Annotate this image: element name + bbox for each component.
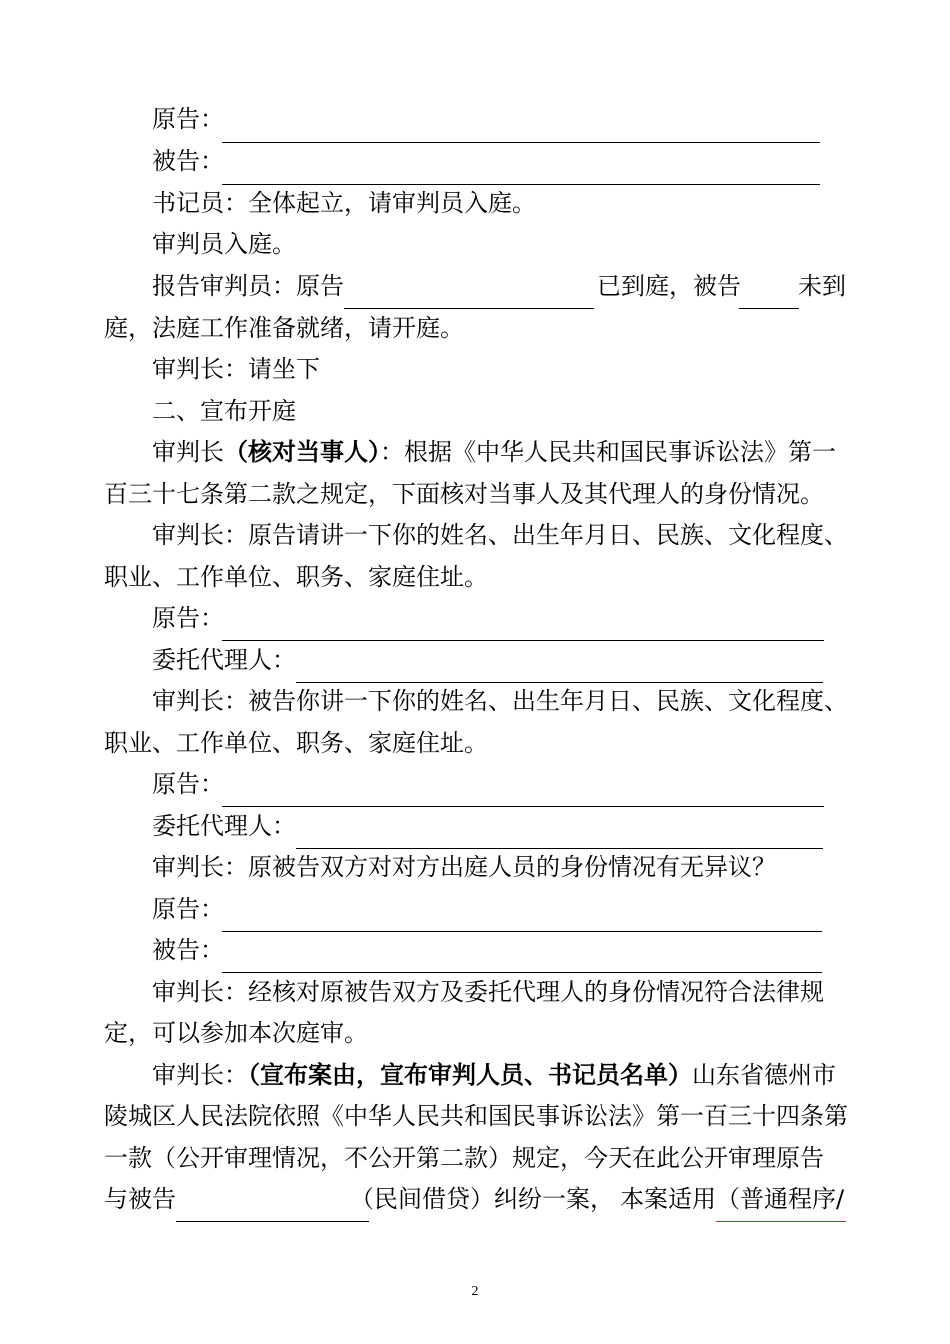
blank-underline <box>222 931 822 932</box>
line-report-c: 未到 <box>798 272 846 300</box>
red-underline <box>716 1221 846 1222</box>
line-verify-a: 审判长（核对当事人）：根据《中华人民共和国民事诉讼法》第一 <box>152 438 836 466</box>
line-ask-defendant-b: 职业、工作单位、职务、家庭住址。 <box>104 729 488 757</box>
line-defendant-2: 被告： <box>152 936 224 964</box>
line-ask-plaintiff-b: 职业、工作单位、职务、家庭住址。 <box>104 563 488 591</box>
line-verified-b: 定，可以参加本次庭审。 <box>104 1019 368 1047</box>
blank-underline <box>296 682 823 683</box>
blank-underline <box>222 640 824 641</box>
line-agent-1: 委托代理人： <box>152 646 296 674</box>
line-plaintiff-3: 原告： <box>152 770 224 798</box>
blank-underline <box>222 972 822 973</box>
line-announce-d-b: （民间借贷）纠纷一案， <box>350 1185 614 1213</box>
blank-underline <box>739 308 799 309</box>
blank-underline <box>176 1221 369 1222</box>
line-report-b: 已到庭，被告 <box>597 272 741 300</box>
line-objection: 审判长：原被告双方对对方出庭人员的身份情况有无异议？ <box>152 853 776 881</box>
blank-underline <box>344 308 594 309</box>
line-announce-d-d: 普通程序/ <box>740 1185 845 1213</box>
blank-underline <box>222 184 820 185</box>
line-plaintiff-2: 原告： <box>152 604 224 632</box>
line-clerk: 书记员：全体起立，请审判员入庭。 <box>152 189 536 217</box>
line-ask-defendant-a: 审判长：被告你讲一下你的姓名、出生年月日、民族、文化程度、 <box>152 687 848 715</box>
blank-underline <box>222 806 824 807</box>
line-agent-2: 委托代理人： <box>152 812 296 840</box>
line-plaintiff-4: 原告： <box>152 895 224 923</box>
line-defendant-1: 被告： <box>152 147 224 175</box>
line-announce-a: 审判长：（宣布案由，宣布审判人员、书记员名单）山东省德州市 <box>152 1061 836 1089</box>
line-announce-d-a: 与被告 <box>104 1185 176 1213</box>
blank-underline <box>296 848 823 849</box>
line-judge-enters: 审判员入庭。 <box>152 230 296 258</box>
line-announce-b: 陵城区人民法院依照《中华人民共和国民事诉讼法》第一百三十四条第 <box>104 1102 848 1130</box>
line-announce-d-c: 本案适用（ <box>620 1185 740 1213</box>
section-heading: 二、宣布开庭 <box>152 397 296 425</box>
line-sit-down: 审判长：请坐下 <box>152 355 320 383</box>
page-number: 2 <box>471 1284 479 1299</box>
line-court-ready: 庭，法庭工作准备就绪，请开庭。 <box>104 314 464 342</box>
line-ask-plaintiff-a: 审判长：原告请讲一下你的姓名、出生年月日、民族、文化程度、 <box>152 521 848 549</box>
line-announce-c: 一款（公开审理情况，不公开第二款）规定，今天在此公开审理原告 <box>104 1144 824 1172</box>
line-verify-b: 百三十七条第二款之规定，下面核对当事人及其代理人的身份情况。 <box>104 480 824 508</box>
line-verified-a: 审判长：经核对原被告双方及委托代理人的身份情况符合法律规 <box>152 978 824 1006</box>
line-plaintiff-1: 原告： <box>152 105 224 133</box>
blank-underline <box>222 142 820 143</box>
line-report-a: 报告审判员：原告 <box>152 272 344 300</box>
